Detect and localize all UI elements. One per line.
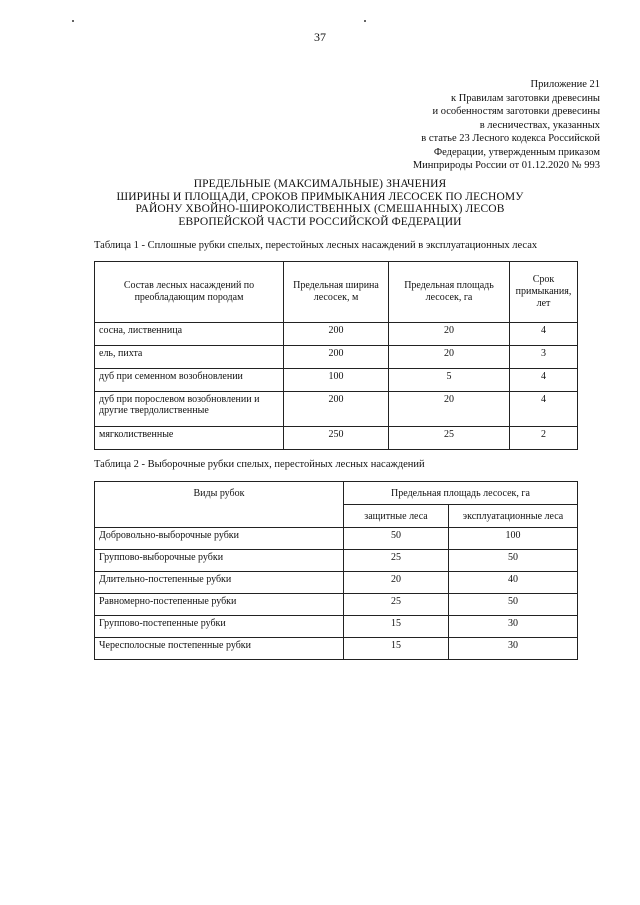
cell-width: 100 [284,369,389,392]
table-row [95,638,578,660]
document-title [80,178,560,228]
cell-kind: Добровольно-выборочные рубки [95,528,344,550]
cell-exploitation: 100 [449,528,578,550]
cell-composition: мягколиственные [95,427,284,450]
cell-protective: 15 [344,638,449,660]
cell-exploitation: 40 [449,572,578,594]
table-row [95,528,578,550]
scan-speck [72,20,74,22]
title-line: ПРЕДЕЛЬНЫЕ (МАКСИМАЛЬНЫЕ) ЗНАЧЕНИЯ [193,178,447,190]
cell-area: 25 [389,427,510,450]
cell-composition: дуб при семенном возобновлении [95,369,284,392]
title-line: РАЙОНУ ХВОЙНО-ШИРОКОЛИСТВЕННЫХ (СМЕШАННЫХ) ЛЕСОВ [135,203,505,215]
table1-caption: Таблица 1 - Сплошные рубки спелых, перестойных лесных насаждений в эксплуатационных лесах [94,240,538,251]
cell-kind: Группово-постепенные рубки [95,616,344,638]
cell-composition: дуб при порослевом возобновлении и другие твердолиственные [95,392,284,427]
table2-caption: Таблица 2 - Выборочные рубки спелых, перестойных лесных насаждений [94,459,425,470]
col-header-protective: защитные леса [344,505,449,528]
table-row [95,572,578,594]
cell-width: 200 [284,392,389,427]
scan-speck [364,20,366,22]
col-header-area: Предельная площадь лесосек, га [344,482,578,505]
cell-protective: 25 [344,550,449,572]
table-row [95,323,578,346]
cell-composition: сосна, лиственница [95,323,284,346]
cell-exploitation: 30 [449,616,578,638]
appendix-line: и особенностям заготовки древесины [432,106,600,117]
table-row [95,392,578,427]
col-header-composition: Состав лесных насаждений по преобладающим породам [95,262,284,323]
appendix-line: Федерации, утвержденным приказом [433,146,600,158]
table-row [95,616,578,638]
cell-area: 20 [389,346,510,369]
table-clear-cutting [94,261,578,450]
cell-protective: 25 [344,594,449,616]
table-selective-cutting [94,481,578,660]
col-header-adjacency: Срок примыкания, лет [510,262,578,323]
cell-composition: ель, пихта [95,346,284,369]
cell-exploitation: 30 [449,638,578,660]
table-row [95,550,578,572]
cell-area: 5 [389,369,510,392]
table-row [95,346,578,369]
table-header-row [95,262,578,323]
appendix-reference [280,78,600,173]
cell-protective: 15 [344,616,449,638]
appendix-line: Приложение 21 [530,79,600,90]
appendix-line: Минприроды России от 01.12.2020 № 993 [412,160,600,171]
cell-area: 20 [389,392,510,427]
col-header-kind: Виды рубок [95,482,344,528]
cell-kind: Равномерно-постепенные рубки [95,594,344,616]
cell-exploitation: 50 [449,550,578,572]
col-header-width: Предельная ширина лесосек, м [284,262,389,323]
cell-adjacency: 4 [510,392,578,427]
cell-exploitation: 50 [449,594,578,616]
cell-protective: 50 [344,528,449,550]
table-row [95,594,578,616]
col-header-exploitation: эксплуатационные леса [449,505,578,528]
cell-adjacency: 4 [510,323,578,346]
table-header-row [95,482,578,505]
page-number: 37 [314,30,326,44]
cell-protective: 20 [344,572,449,594]
cell-adjacency: 2 [510,427,578,450]
cell-adjacency: 3 [510,346,578,369]
title-line: ШИРИНЫ И ПЛОЩАДИ, СРОКОВ ПРИМЫКАНИЯ ЛЕСОСЕК ПО ЛЕСНОМУ [116,190,524,203]
cell-width: 200 [284,323,389,346]
cell-width: 200 [284,346,389,369]
table-row [95,369,578,392]
title-line: ЕВРОПЕЙСКОЙ ЧАСТИ РОССИЙСКОЙ ФЕДЕРАЦИИ [178,215,462,228]
appendix-line: в статье 23 Лесного кодекса Российской [421,133,600,144]
cell-adjacency: 4 [510,369,578,392]
col-header-area: Предельная площадь лесосек, га [389,262,510,323]
cell-kind: Чересполосные постепенные рубки [95,638,344,660]
cell-kind: Длительно-постепенные рубки [95,572,344,594]
cell-width: 250 [284,427,389,450]
appendix-line: в лесничествах, указанных [479,119,600,131]
cell-kind: Группово-выборочные рубки [95,550,344,572]
appendix-line: к Правилам заготовки древесины [451,92,600,104]
table-row [95,427,578,450]
cell-area: 20 [389,323,510,346]
